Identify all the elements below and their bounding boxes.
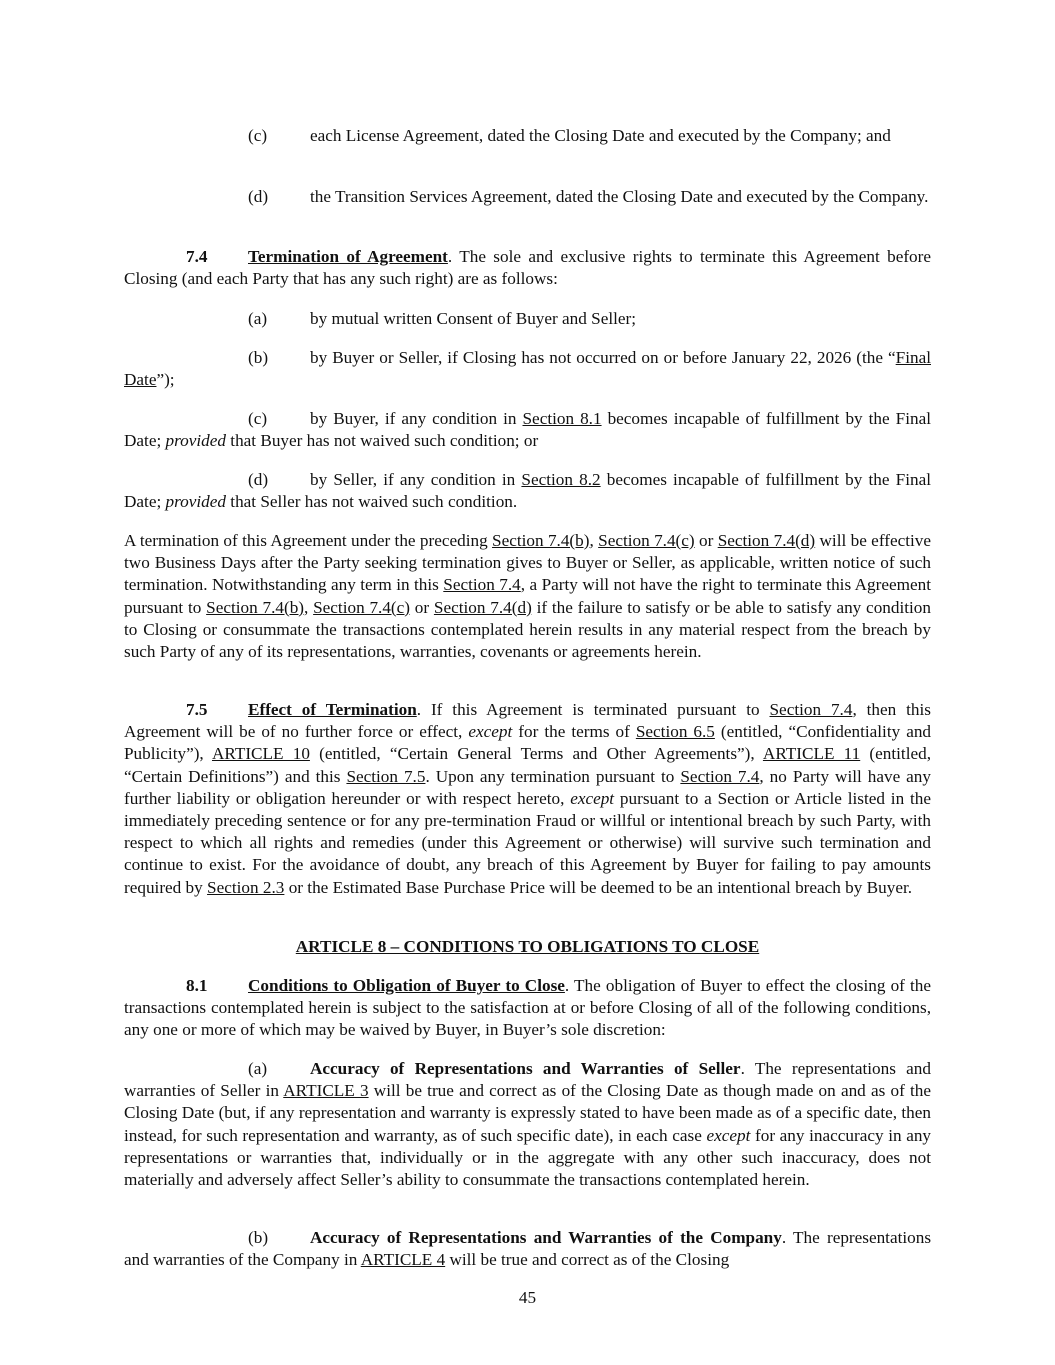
proviso-word: provided	[165, 492, 226, 512]
clause-label: (a)	[248, 309, 268, 328]
section-title: Termination of Agreement	[248, 247, 448, 266]
clause-text: by Buyer, if any condition in	[310, 409, 523, 428]
cross-reference-link[interactable]: Section 8.2	[521, 470, 601, 489]
section-text: or the Estimated Base Purchase Price will be deemed to be an intentional breach by Buyer.	[284, 877, 913, 897]
clause-7-4-d	[124, 469, 931, 513]
cross-reference-link[interactable]: ARTICLE 10	[211, 744, 310, 764]
clause-text: by Seller, if any condition in	[310, 470, 522, 489]
section-text: (entitled, “Certain Definitions”) and this	[124, 744, 931, 786]
paragraph-termination-notice	[124, 530, 931, 663]
clause-text-end: ”);	[156, 370, 175, 390]
defined-term-final-date: Final Date	[124, 348, 931, 390]
clause-7-3-c	[124, 125, 931, 147]
proviso-word: provided	[165, 431, 226, 451]
cross-reference-link[interactable]: Section 7.4	[769, 700, 853, 719]
section-number: 7.4	[186, 247, 208, 266]
article-heading-text: ARTICLE 8 – CONDITIONS TO OBLIGATIONS TO CLOSE	[295, 937, 760, 956]
clause-text: that Seller has not waived such condition.	[226, 492, 518, 512]
exception-word: except	[570, 788, 615, 808]
clause-7-4-a	[124, 308, 931, 330]
paragraph-text: ,	[589, 531, 599, 550]
clause-text: will be true and correct as of the Closing	[445, 1250, 730, 1270]
clause-text: the Transition Services Agreement, dated the Closing Date and executed by the Company.	[310, 187, 929, 206]
cross-reference-link[interactable]: Section 6.5	[635, 722, 715, 742]
section-text: (entitled, “Certain General Terms and Other Agreements”),	[309, 744, 763, 764]
clause-text: that Buyer has not waived such condition; or	[226, 431, 539, 451]
cross-reference-link[interactable]: ARTICLE 11	[762, 744, 861, 764]
clause-text: becomes incapable of fulfillment by the Final Date;	[124, 470, 931, 512]
clause-text: by Buyer or Seller, if Closing has not occurred on or before January 22, 2026 (the “	[310, 348, 896, 367]
section-text: , then this Agreement will be of no further force or effect,	[124, 700, 931, 742]
clause-7-4-b	[124, 347, 931, 391]
section-title: Conditions to Obligation of Buyer to Close	[248, 976, 565, 995]
clause-7-3-d	[124, 186, 931, 208]
section-text: for the terms of	[512, 722, 636, 742]
paragraph-text: ,	[304, 597, 314, 617]
cross-reference-link[interactable]: Section 7.4(c)	[313, 597, 411, 617]
clause-text: by mutual written Consent of Buyer and Seller;	[310, 309, 637, 328]
cross-reference-link[interactable]: Section 7.4(d)	[433, 597, 532, 617]
clause-title: Accuracy of Representations and Warranties of Seller	[310, 1059, 741, 1078]
section-text: pursuant to a Section or Article listed in the immediately preceding sentence or for any pre-termination Fraud or willful or intentional breach by such Party, with respect to which all rights and remedies (under this Agreement or otherwise) will survive such termination and continue to exist. For the avoidance of doubt, any breach of this Agreement by Buyer for failing to pay amounts required by	[124, 788, 931, 897]
clause-label: (c)	[248, 409, 268, 428]
paragraph-text: or	[694, 531, 718, 550]
cross-reference-link[interactable]: Section 2.3	[207, 877, 285, 897]
section-7-5	[124, 699, 931, 899]
clause-text: . The representations and warranties of the Company in	[124, 1228, 932, 1270]
clause-label: (c)	[248, 126, 268, 145]
cross-reference-link[interactable]: ARTICLE 3	[283, 1081, 369, 1101]
paragraph-text: , a Party will not have the right to terminate this Agreement pursuant to	[124, 575, 931, 617]
paragraph-text: or	[410, 597, 434, 617]
cross-reference-link[interactable]: Section 7.4(b)	[492, 531, 590, 550]
clause-text: each License Agreement, dated the Closing Date and executed by the Company; and	[310, 126, 891, 145]
cross-reference-link[interactable]: ARTICLE 4	[360, 1250, 446, 1270]
clause-8-1-b	[124, 1227, 931, 1271]
cross-reference-link[interactable]: Section 7.4(b)	[206, 597, 305, 617]
clause-7-4-c	[124, 408, 931, 452]
clause-label: (d)	[248, 470, 269, 489]
clause-text: becomes incapable of fulfillment by the Final Date;	[124, 409, 931, 451]
section-7-4	[124, 246, 931, 290]
clause-8-1-a	[124, 1058, 931, 1191]
exception-word: except	[706, 1125, 751, 1145]
paragraph-text: if the failure to satisfy or be able to satisfy any condition to Closing or consummate the transactions contemplated herein results in any material respect from the breach by such Party of any of its representations, warranties, covenants or agreements herein.	[124, 597, 931, 662]
page-number: 45	[518, 1288, 537, 1307]
clause-text: for any inaccuracy in any representations or warranties that, individually or in the aggregate with any other such inaccuracy, does not materially and adversely affect Seller’s ability to consummate the transactions contemplated herein.	[124, 1125, 932, 1190]
exception-word: except	[468, 722, 513, 742]
section-number: 8.1	[186, 976, 208, 995]
section-8-1	[124, 975, 931, 1042]
clause-label: (d)	[248, 187, 269, 206]
cross-reference-link[interactable]: Section 7.4(d)	[717, 531, 816, 550]
section-text: . If this Agreement is terminated pursuant to	[416, 700, 770, 719]
paragraph-text: will be effective two Business Days after the Party seeking termination gives to Buyer or Seller, as applicable, written notice of such termination. Notwithstanding any term in this	[124, 531, 931, 595]
section-text: . The sole and exclusive rights to terminate this Agreement before Closing (and each Party that has any such right) are as follows:	[124, 247, 931, 289]
clause-text: will be true and correct as of the Closing Date as though made on and as of the Closing Date (but, if any representation and warranty is expressly stated to have been made as of a specific date, then instead, for such representation and warranty, as of such specific date), in each case	[124, 1081, 932, 1145]
cross-reference-link[interactable]: Section 7.4(c)	[598, 531, 695, 550]
clause-title: Accuracy of Representations and Warranties of the Company	[310, 1228, 782, 1247]
article-heading	[124, 936, 931, 958]
cross-reference-link[interactable]: Section 7.4	[680, 766, 760, 786]
section-text: , no Party will have any further liability or obligation hereunder or with respect hereto,	[124, 766, 931, 808]
section-number: 7.5	[186, 700, 208, 719]
clause-label: (a)	[248, 1059, 268, 1078]
cross-reference-link[interactable]: Section 8.1	[522, 409, 602, 428]
clause-label: (b)	[248, 1228, 269, 1247]
clause-label: (b)	[248, 348, 269, 367]
section-text: (entitled, “Confidentiality and Publicity”),	[124, 722, 932, 764]
clause-text: . The representations and warranties of Seller in	[124, 1059, 931, 1101]
cross-reference-link[interactable]: Section 7.5	[346, 766, 426, 786]
paragraph-text: A termination of this Agreement under the preceding	[124, 531, 493, 550]
section-text: . The obligation of Buyer to effect the closing of the transactions contemplated herein is subject to the satisfaction at or before Closing of all of the following conditions, any one or more of which may be waived by Buyer, in Buyer’s sole discretion:	[124, 976, 932, 1040]
section-text: . Upon any termination pursuant to	[425, 766, 681, 786]
cross-reference-link[interactable]: Section 7.4	[443, 575, 521, 595]
section-title: Effect of Termination	[248, 700, 417, 719]
